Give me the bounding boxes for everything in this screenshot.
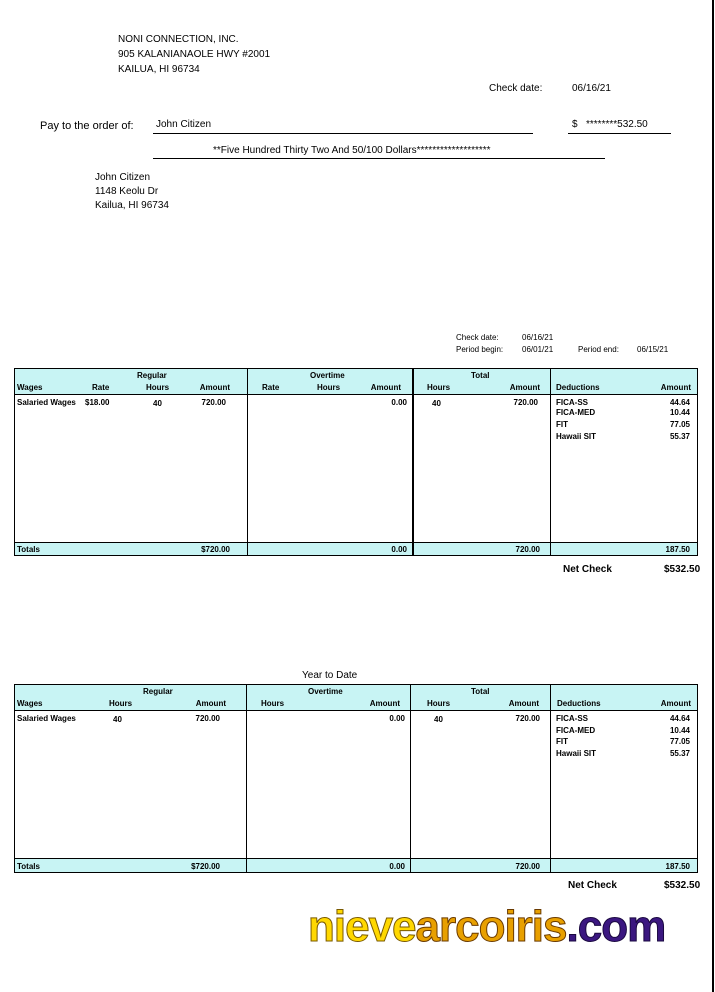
ytd-group-regular: Regular xyxy=(143,687,173,696)
current-deduction-name: FICA-SS xyxy=(556,398,588,407)
check-date-value: 06/16/21 xyxy=(572,83,611,94)
current-col-divider-1 xyxy=(247,368,248,556)
ytd-header-divider xyxy=(14,710,698,711)
current-row-total-hours: 40 xyxy=(432,399,441,408)
current-col-ded-amount: Amount xyxy=(660,383,691,392)
recipient-city: Kailua, HI 96734 xyxy=(95,200,169,211)
ytd-deduction-name: FICA-SS xyxy=(556,714,588,723)
current-group-regular: Regular xyxy=(137,371,167,380)
recipient-address xyxy=(95,171,169,213)
ytd-col-divider-2 xyxy=(410,684,411,873)
current-row-wages: Salaried Wages xyxy=(17,398,76,407)
ytd-col-ot-hours: Hours xyxy=(261,699,285,708)
current-col-amount: Amount xyxy=(199,383,230,392)
ytd-group-total: Total xyxy=(471,687,490,696)
current-deduction-amount: 55.37 xyxy=(669,432,690,441)
current-row-hours: 40 xyxy=(153,399,162,408)
company-block xyxy=(118,32,270,77)
ytd-row-wages: Salaried Wages xyxy=(17,714,76,723)
ytd-deduction-amount: 77.05 xyxy=(669,737,690,746)
ytd-totals-divider xyxy=(14,858,698,859)
payee-line xyxy=(153,133,533,134)
payee-name: John Citizen xyxy=(156,119,212,130)
current-col-wages: Wages xyxy=(17,383,43,392)
ytd-col-ded-amount: Amount xyxy=(660,699,691,708)
amount-words-line xyxy=(153,158,605,159)
ytd-col-deductions: Deductions xyxy=(557,699,601,708)
current-deduction-name: Hawaii SIT xyxy=(556,432,597,441)
current-totals-label: Totals xyxy=(17,545,40,554)
current-row-amount: 720.00 xyxy=(201,398,226,407)
current-col-divider-3 xyxy=(550,368,551,556)
current-net-check-label: Net Check xyxy=(563,564,612,575)
check-date-label: Check date: xyxy=(489,83,543,94)
ytd-group-overtime: Overtime xyxy=(308,687,343,696)
stub-check-date: 06/16/21 xyxy=(522,333,554,342)
ytd-totals-total-amount: 720.00 xyxy=(515,862,540,871)
period-begin-label: Period begin: xyxy=(456,345,504,354)
current-row-rate: $18.00 xyxy=(85,398,110,407)
ytd-totals-amount: $720.00 xyxy=(191,862,220,871)
current-totals-divider xyxy=(14,542,698,543)
ytd-deduction-name: FICA-MED xyxy=(556,726,596,735)
current-net-check-amount: $532.50 xyxy=(664,564,701,575)
ytd-deduction-amount: 10.44 xyxy=(669,726,690,735)
current-row-ot-amount: 0.00 xyxy=(391,398,407,407)
ytd-col-total-hours: Hours xyxy=(427,699,451,708)
current-totals-total-amount: 720.00 xyxy=(515,545,540,554)
company-name: NONI CONNECTION, INC. xyxy=(118,34,239,45)
period-end-label: Period end: xyxy=(578,345,619,354)
current-col-ot-rate: Rate xyxy=(262,383,280,392)
ytd-deduction-name: Hawaii SIT xyxy=(556,749,597,758)
watermark-part1: nieve xyxy=(308,902,416,951)
ytd-totals-ded-amount: 187.50 xyxy=(665,862,690,871)
current-col-ot-hours: Hours xyxy=(317,383,341,392)
ytd-col-ot-amount: Amount xyxy=(369,699,400,708)
dollar-sign: $ xyxy=(572,119,578,130)
ytd-deduction-name: FIT xyxy=(556,737,568,746)
watermark-logo xyxy=(308,902,665,952)
watermark-part2: arcoiris xyxy=(415,902,567,951)
company-address-line2: KAILUA, HI 96734 xyxy=(118,64,200,75)
ytd-row-hours: 40 xyxy=(113,715,122,724)
ytd-totals-ot-amount: 0.00 xyxy=(389,862,405,871)
stub-check-date-label: Check date: xyxy=(456,333,499,342)
current-deduction-name: FIT xyxy=(556,420,568,429)
amount-line xyxy=(568,133,671,134)
current-totals-ot-amount: 0.00 xyxy=(391,545,407,554)
period-end: 06/15/21 xyxy=(637,345,669,354)
amount-in-words: **Five Hundred Thirty Two And 50/100 Dollars******************* xyxy=(213,145,491,156)
current-group-overtime: Overtime xyxy=(310,371,345,380)
ytd-row-total-amount: 720.00 xyxy=(515,714,540,723)
current-col-total-amount: Amount xyxy=(509,383,540,392)
current-deduction-amount: 10.44 xyxy=(669,408,690,417)
page-right-border xyxy=(712,0,714,992)
ytd-row-amount: 720.00 xyxy=(195,714,220,723)
current-header-divider xyxy=(14,394,698,395)
current-col-total-hours: Hours xyxy=(427,383,451,392)
current-col-deductions: Deductions xyxy=(556,383,600,392)
current-group-total: Total xyxy=(471,371,490,380)
company-address-line1: 905 KALANIANAOLE HWY #2001 xyxy=(118,49,271,60)
ytd-col-amount: Amount xyxy=(195,699,226,708)
ytd-row-total-hours: 40 xyxy=(434,715,443,724)
ytd-totals-label: Totals xyxy=(17,862,40,871)
current-deduction-amount: 44.64 xyxy=(669,398,690,407)
recipient-name: John Citizen xyxy=(95,172,151,183)
ytd-col-divider-3 xyxy=(550,684,551,873)
ytd-row-ot-amount: 0.00 xyxy=(389,714,405,723)
ytd-col-divider-1 xyxy=(246,684,247,873)
ytd-deduction-amount: 55.37 xyxy=(669,749,690,758)
current-totals-ded-amount: 187.50 xyxy=(665,545,690,554)
check-amount: ********532.50 xyxy=(586,119,648,130)
ytd-net-check-label: Net Check xyxy=(568,880,617,891)
current-table-border xyxy=(14,368,698,556)
current-deduction-name: FICA-MED xyxy=(556,408,596,417)
current-row-total-amount: 720.00 xyxy=(513,398,538,407)
pay-to-label: Pay to the order of: xyxy=(40,120,134,132)
ytd-table-border xyxy=(14,684,698,873)
current-col-divider-2 xyxy=(412,368,414,556)
current-totals-amount: $720.00 xyxy=(201,545,230,554)
current-deduction-amount: 77.05 xyxy=(669,420,690,429)
current-col-hours: Hours xyxy=(146,383,170,392)
ytd-title: Year to Date xyxy=(302,670,358,681)
recipient-street: 1148 Keolu Dr xyxy=(95,186,159,197)
current-col-rate: Rate xyxy=(92,383,110,392)
ytd-deduction-amount: 44.64 xyxy=(669,714,690,723)
current-col-ot-amount: Amount xyxy=(370,383,401,392)
ytd-col-total-amount: Amount xyxy=(508,699,539,708)
ytd-net-check-amount: $532.50 xyxy=(664,880,701,891)
ytd-col-wages: Wages xyxy=(17,699,43,708)
watermark-part3: .com xyxy=(566,902,666,951)
period-begin: 06/01/21 xyxy=(522,345,554,354)
ytd-col-hours: Hours xyxy=(109,699,133,708)
